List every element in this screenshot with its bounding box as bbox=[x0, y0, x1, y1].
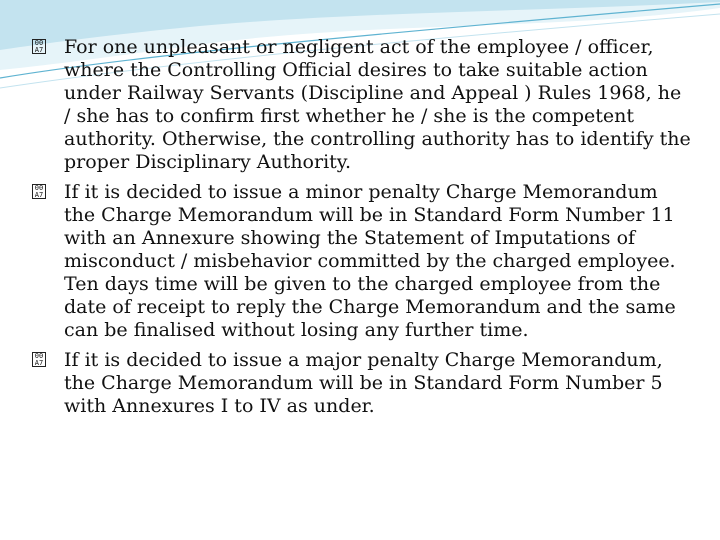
missing-glyph-bullet-icon: 00 A7 bbox=[32, 184, 46, 199]
paragraph-2-text: If it is decided to issue a minor penalty Charge Memorandum the Charge Memorandum will be in Standard Form Number 11 with an Annexure showing the Statement of Imputations of misconduct / misbehavior committed by the charged employee. Ten days time will be given to the charged employee from the date of receipt to reply the Charge Memorandum and the same can be finalised without losing any further time. bbox=[64, 181, 676, 341]
slide-body bbox=[32, 36, 692, 425]
bullet-paragraph-1 bbox=[32, 36, 692, 174]
missing-glyph-bullet-icon: 00 A7 bbox=[32, 352, 46, 367]
missing-glyph-bullet-icon: 00 A7 bbox=[32, 39, 46, 54]
paragraph-1-text: For one unpleasant or negligent act of the employee / officer, where the Controlling Official desires to take suitable action under Railway Servants (Discipline and Appeal ) Rules 1968, he / she has to confirm first whether he / she is the competent authority. Otherwise, the controlling authority has to identify the proper Disciplinary Authority. bbox=[64, 36, 691, 173]
bullet-paragraph-3 bbox=[32, 349, 692, 418]
paragraph-3-text: If it is decided to issue a major penalty Charge Memorandum, the Charge Memorandum will be in Standard Form Number 5 with Annexures I to IV as under. bbox=[64, 349, 663, 417]
bullet-paragraph-2 bbox=[32, 181, 692, 342]
